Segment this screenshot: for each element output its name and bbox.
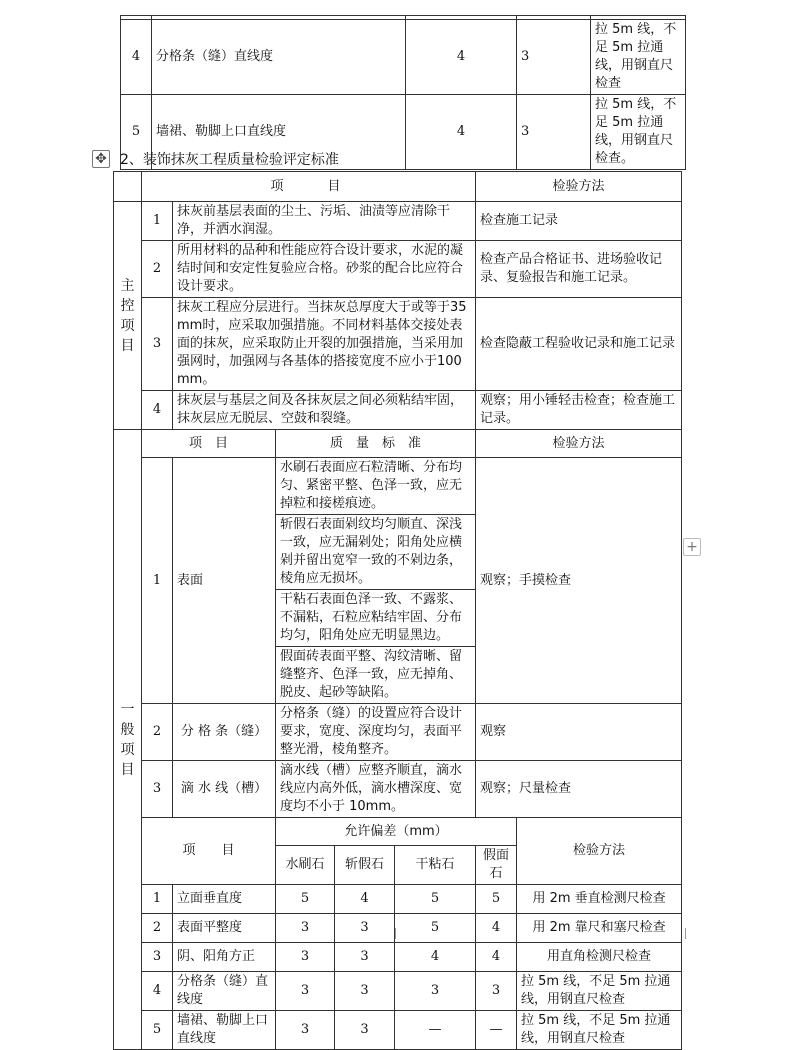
inspection-method: 观察；用小锤轻击检查；检查施工记录。 <box>476 391 682 430</box>
section-title: 2、装饰抹灰工程质量检验评定标准 <box>120 152 339 168</box>
header-method: 检验方法 <box>476 430 682 458</box>
add-row-icon[interactable]: + <box>683 538 701 556</box>
tolerance-value: 5 <box>476 885 517 914</box>
standard-item: 斩假石表面剁纹均匀顺直、深浅一致，应无漏剁处；阳角处应横剁并留出宽窄一致的不剁边条，棱角应无损坏。 <box>276 515 475 590</box>
standard-item: 水刷石表面应石粒清晰、分布均匀、紧密平整、色泽一致，应无掉粒和接槎痕迹。 <box>276 458 475 515</box>
standard-item: 假面砖表面平整、沟纹清晰、留缝整齐、色泽一致，应无掉角、脱皮、起砂等缺陷。 <box>280 649 463 700</box>
row-number: 1 <box>142 885 173 914</box>
item-name: 分格条（缝）直线度 <box>173 972 276 1011</box>
tolerance-value: 3 <box>335 1011 395 1050</box>
inspection-method: 检查施工记录 <box>476 202 682 241</box>
table-row <box>114 202 682 241</box>
header-standard: 质 量 标 准 <box>276 430 476 458</box>
table-row <box>114 914 682 943</box>
item-name: 分 格 条（缝） <box>173 704 276 761</box>
page-edge-mark <box>685 928 686 939</box>
inspection-method: 检查产品合格证书、进场验收记录、复验报告和施工记录。 <box>476 241 682 298</box>
table-row <box>114 1011 682 1050</box>
tolerance-value: 3 <box>517 20 591 95</box>
tolerance-value: 4 <box>476 943 517 972</box>
table-row <box>114 298 682 391</box>
row-number: 2 <box>142 704 173 761</box>
move-handle-icon[interactable]: ✥ <box>92 150 110 168</box>
inspection-method: 用 2m 靠尺和塞尺检查 <box>517 914 682 943</box>
tolerance-value: 3 <box>276 914 335 943</box>
tolerance-value: 4 <box>335 885 395 914</box>
item-name: 表面 <box>173 458 276 704</box>
row-number: 1 <box>142 458 173 704</box>
row-number: 3 <box>142 298 173 391</box>
item-name: 滴 水 线（槽） <box>173 761 276 818</box>
tolerance-value: 3 <box>335 914 395 943</box>
table-row <box>114 972 682 1011</box>
surface-standards-list <box>276 458 475 703</box>
control-text: 抹灰工程应分层进行。当抹灰总厚度大于或等于35mm时，应采取加强措施。不同材料基体交接处表面的抹灰，应采取防止开裂的加强措施，当采用加强网时，加强网与各基体的搭接宽度不应小于100mm。 <box>173 298 476 391</box>
table-row <box>121 20 686 95</box>
standard-text: 滴水线（槽）应整齐顺直，滴水线应内高外低，滴水槽深度、宽度均不小于 10mm。 <box>276 761 476 818</box>
row-number: 5 <box>142 1011 173 1050</box>
tolerance-value: — <box>476 1011 517 1050</box>
row-number: 4 <box>142 391 173 430</box>
general-header-row <box>114 430 682 458</box>
row-number: 4 <box>121 20 152 95</box>
control-text: 抹灰前基层表面的尘土、污垢、油渍等应清除干净，并洒水润湿。 <box>173 202 476 241</box>
quality-standard-table <box>113 171 682 1050</box>
column-header: 假面石 <box>476 846 517 885</box>
column-header: 水刷石 <box>276 846 335 885</box>
inspection-method: 用直角检测尺检查 <box>517 943 682 972</box>
general-items-label: 一 般 项 目 <box>114 430 142 1050</box>
item-name: 墙裙、勒脚上口直线度 <box>152 95 406 170</box>
inspection-method: 拉 5m 线，不足 5m 拉通线，用钢直尺检查 <box>517 972 682 1011</box>
tolerance-value: 5 <box>276 885 335 914</box>
tolerance-header-row <box>114 818 682 846</box>
standard-item: 干粘石表面色泽一致、不露浆、不漏粘，石粒应粘结牢固、分布均匀，阳角处应无明显黑边。 <box>276 590 475 647</box>
tolerance-value: 5 <box>395 914 476 943</box>
tolerance-value: 4 <box>406 95 517 170</box>
item-name: 立面垂直度 <box>173 885 276 914</box>
table-row <box>114 704 682 761</box>
item-name: 分格条（缝）直线度 <box>152 20 406 95</box>
inspection-method: 观察；尺量检查 <box>476 761 682 818</box>
row-number: 2 <box>142 241 173 298</box>
table-row <box>114 885 682 914</box>
standard-text: 分格条（缝）的设置应符合设计要求，宽度、深度均匀，表面平整光滑，棱角整齐。 <box>276 704 476 761</box>
tolerance-value: 3 <box>276 972 335 1011</box>
control-text: 抹灰层与基层之间及各抹灰层之间必须粘结牢固，抹灰层应无脱层、空鼓和裂缝。 <box>173 391 476 430</box>
tolerance-value: 3 <box>335 943 395 972</box>
inspection-method: 观察；手摸检查 <box>476 458 682 704</box>
item-name: 墙裙、勒脚上口直线度 <box>173 1011 276 1050</box>
table-row <box>114 943 682 972</box>
header-method: 检验方法 <box>476 172 682 202</box>
tolerance-value: 3 <box>395 972 476 1011</box>
table-header-row <box>114 172 682 202</box>
inspection-method: 拉 5m 线，不足 5m 拉通线，用钢直尺检查。 <box>591 95 686 170</box>
tolerance-value: 4 <box>476 914 517 943</box>
tolerance-item-header: 项 目 <box>142 818 276 885</box>
inspection-method: 用 2m 垂直检测尺检查 <box>517 885 682 914</box>
control-text: 所用材料的品种和性能应符合设计要求，水泥的凝结时间和安定性复验应合格。砂浆的配合比应符合设计要求。 <box>173 241 476 298</box>
row-number: 3 <box>142 761 173 818</box>
tolerance-value: 3 <box>276 943 335 972</box>
item-name: 表面平整度 <box>173 914 276 943</box>
inspection-method: 检查隐蔽工程验收记录和施工记录 <box>476 298 682 391</box>
page-edge-mark <box>395 928 396 939</box>
tolerance-value: 4 <box>406 20 517 95</box>
row-number: 5 <box>121 95 152 170</box>
row-number: 1 <box>142 202 173 241</box>
table-row <box>114 458 682 704</box>
item-name: 阴、阳角方正 <box>173 943 276 972</box>
table-row <box>114 391 682 430</box>
row-number: 2 <box>142 914 173 943</box>
row-number: 4 <box>142 972 173 1011</box>
inspection-method: 观察 <box>476 704 682 761</box>
tolerance-value: — <box>395 1011 476 1050</box>
table-row <box>114 761 682 818</box>
tolerance-method-header: 检验方法 <box>517 818 682 885</box>
tolerance-value: 3 <box>476 972 517 1011</box>
tolerance-value: 3 <box>276 1011 335 1050</box>
row-number: 3 <box>142 943 173 972</box>
table-row <box>114 241 682 298</box>
surface-standards <box>276 458 476 704</box>
header-item: 项 目 <box>142 430 276 458</box>
inspection-method: 拉 5m 线，不足 5m 拉通线，用钢直尺检查 <box>517 1011 682 1050</box>
tolerance-value: 4 <box>395 943 476 972</box>
tolerance-value: 5 <box>395 885 476 914</box>
column-header: 斩假石 <box>335 846 395 885</box>
tolerance-value: 3 <box>517 95 591 170</box>
inspection-method: 拉 5m 线，不足 5m 拉通线，用钢直尺检查 <box>591 20 686 95</box>
main-control-label: 主 控 项 目 <box>114 202 142 430</box>
header-item: 项 目 <box>142 172 476 202</box>
column-header: 干粘石 <box>395 846 476 885</box>
top-continuation-table <box>120 15 686 170</box>
tolerance-group-header: 允许偏差（mm） <box>276 818 517 846</box>
tolerance-value: 3 <box>335 972 395 1011</box>
